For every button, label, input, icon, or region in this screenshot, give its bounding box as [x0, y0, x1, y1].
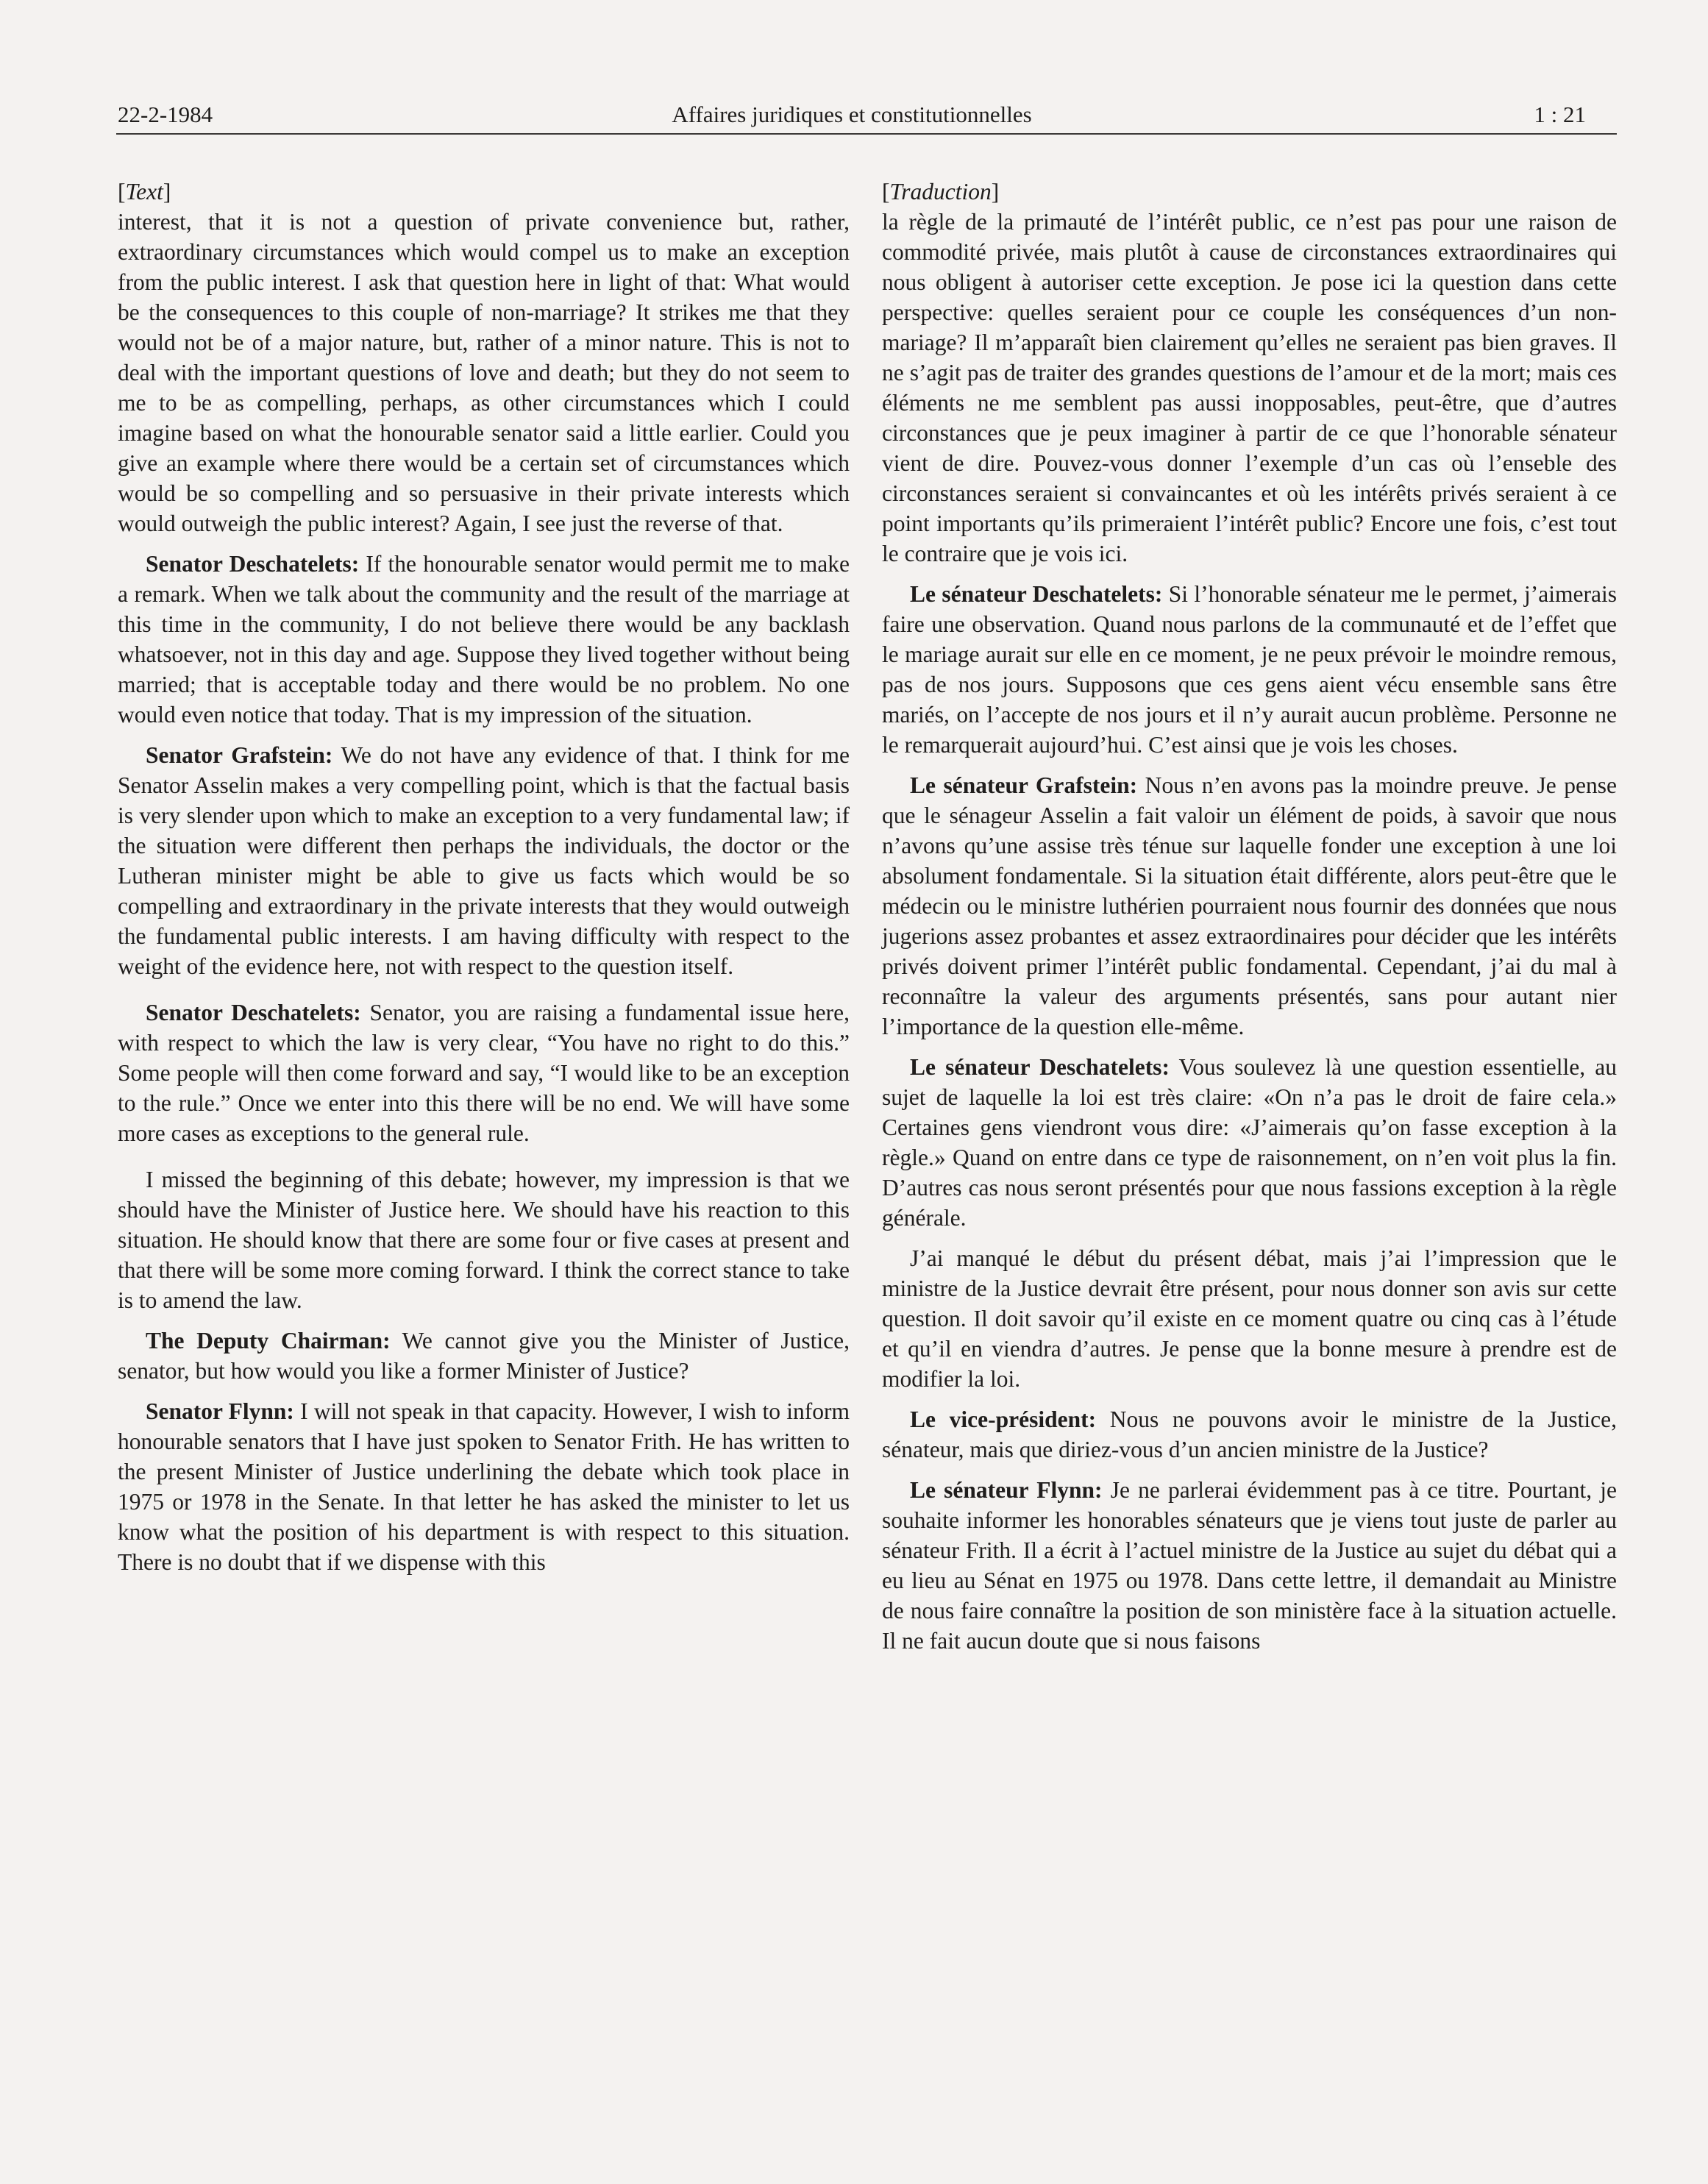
paragraph: [882, 770, 1617, 1042]
paragraph: [118, 1326, 850, 1386]
paragraph: [118, 1396, 850, 1577]
paragraph: [882, 1052, 1617, 1233]
paragraph: [882, 1404, 1617, 1465]
paragraph: [118, 549, 850, 730]
paragraph: [882, 579, 1617, 760]
paragraph-text: Si l’honorable sénateur me le permet, j’aimerais faire une observation. Quand nous parlons de la communauté et de l’effet que le mariage aurait sur elle en ce moment, je ne peux prévoir le moindre remous, pas de nos jours. Supposons que ces gens aient vécu ensemble sans être mariés, on l’accepte de nos jours et il n’y aurait aucun problème. Personne ne le remarquerait aujourd’hui. C’est ainsi que je vois les choses.: [882, 581, 1617, 758]
paragraph-text: Nous ne pouvons avoir le ministre de la Justice, sénateur, mais que diriez-vous d’un ancien ministre de la Justice?: [882, 1406, 1618, 1462]
paragraph-text: J’ai manqué le début du présent débat, mais j’ai l’impression que le ministre de la Justice devrait être présent, pour nous donner son avis sur cette question. Il doit savoir qu’il existe en ce moment quatre ou cinq cas à l’étude et qu’il en viendra d’autres. Je pense que la bonne mesure à prendre est de modifier la loi.: [882, 1245, 1617, 1392]
header-date: 22-2-1984: [118, 102, 213, 127]
paragraph-text: Vous soulevez là une question essentielle, au sujet de laquelle la loi est très claire: «On n’a pas le droit de faire cela.» Certaines gens viendront vous dire: «J’aimerais qu’on fasse exception à la règle.» Quand on entre dans ce type de raisonnement, on n’en voit plus la fin. D’autres cas nous seront présentés pour que nous fassions exception à la règle générale.: [882, 1054, 1617, 1231]
speaker-name: Le vice-président:: [910, 1406, 1097, 1432]
paragraph-text: I will not speak in that capacity. However, I wish to inform honourable senators that I have just spoken to Senator Frith. He has written to the present Minister of Justice underlining the debate which took place in 1975 or 1978 in the Senate. In that letter he has asked the minister to let us know what the position of his department is with respect to this situation. There is no doubt that if we dispense with this: [118, 1398, 850, 1575]
speaker-name: Senator Deschatelets:: [146, 551, 360, 577]
speaker-name: Le sénateur Deschatelets:: [910, 1054, 1170, 1080]
speaker-name: Senator Deschatelets:: [146, 1000, 361, 1025]
english-column: [118, 177, 850, 1587]
paragraph-text: Senator, you are raising a fundamental issue here, with respect to which the law is very clear, “You have no right to do this.” Some people will then come forward and say, “I would like to be an exception to the rule.” Once we enter into this there will be no end. We will have some more cases as exceptions to the general rule.: [118, 1000, 850, 1146]
speaker-name: Senator Grafstein:: [146, 742, 333, 768]
paragraph: [882, 207, 1617, 569]
speaker-name: Le sénateur Flynn:: [910, 1477, 1103, 1503]
paragraph: [118, 207, 850, 538]
paragraph-text: We cannot give you the Minister of Justice, senator, but how would you like a former Minister of Justice?: [118, 1328, 850, 1384]
speaker-name: Le sénateur Grafstein:: [910, 772, 1138, 798]
running-header: [118, 102, 1586, 135]
paragraph-text: Nous n’en avons pas la moindre preuve. Je pense que le sénageur Asselin a fait valoir un élément de poids, à savoir que nous n’avons qu’une assise très ténue sur laquelle fonder une exception à une loi absolument fondamentale. Si la situation était différente, alors peut-être que le médecin ou le ministre luthérien pourraient nous fournir des données que nous jugerions assez probantes et assez extraordinaires pour décider que les intérêts privés doivent primer l’intérêt public fondamental. Cependant, j’ai du mal à reconnaître la valeur des arguments présentés, sans pour autant nier l’importance de la question elle-même.: [882, 772, 1617, 1039]
paragraph: [118, 1164, 850, 1315]
paragraph-text: We do not have any evidence of that. I think for me Senator Asselin makes a very compelling point, which is that the factual basis is very slender upon which to make an exception to a very fundamental law; if the situation were different then perhaps the individuals, the doctor or the Lutheran minister might be able to give us facts which would be so compelling and extraordinary in the private interests that they would outweigh the fundamental public interests. I am having difficulty with respect to the weight of the evidence here, not with respect to the question itself.: [118, 742, 850, 979]
paragraph: [882, 1243, 1617, 1394]
header-rule: [116, 133, 1617, 135]
speaker-name: Senator Flynn:: [146, 1398, 294, 1424]
speaker-name: Le sénateur Deschatelets:: [910, 581, 1163, 607]
french-column: [882, 177, 1617, 1666]
paragraph-text: interest, that it is not a question of private convenience but, rather, extraordinary circumstances which would compel us to make an exception from the public interest. I ask that question here in light of that: What would be the consequences to this couple of non-marriage? It strikes me that they would not be of a major nature, but, rather of a minor nature. This is not to deal with the important questions of love and death; but they do not seem to me to be as compelling, perhaps, as other circumstances which I could imagine based on what the honourable senator said a little earlier. Could you give an example where there would be a certain set of circumstances which would be so compelling and so persuasive in their private interests which would outweigh the public interest? Again, I see just the reverse of that.: [118, 209, 850, 536]
english-column-label: [Text]: [118, 179, 171, 204]
header-title: Affaires juridiques et constitutionnelles: [672, 102, 1032, 127]
speaker-name: The Deputy Chairman:: [146, 1328, 391, 1354]
paragraph-text: Je ne parlerai évidemment pas à ce titre. Pourtant, je souhaite informer les honorables sénateurs que je viens tout juste de parler au sénateur Frith. Il a écrit à l’actuel ministre de la Justice au sujet du débat qui a eu lieu au Sénat en 1975 ou 1978. Dans cette lettre, il demandait au Ministre de nous faire connaître la position de son ministère face à la situation actuelle. Il ne fait aucun doute que si nous faisons: [882, 1477, 1617, 1654]
french-column-label: [Traduction]: [882, 179, 1000, 204]
header-page-number: 1 : 21: [1534, 102, 1586, 127]
paragraph-text: If the honourable senator would permit me to make a remark. When we talk about the community and the result of the marriage at this time in the community, I do not believe there would be any backlash whatsoever, not in this day and age. Suppose they lived together without being married; that is acceptable today and there would be no problem. No one would even notice that today. That is my impression of the situation.: [118, 551, 850, 728]
paragraph: [882, 1475, 1617, 1656]
paragraph-text: I missed the beginning of this debate; however, my impression is that we should have the Minister of Justice here. We should have his reaction to this situation. He should know that there are some four or five cases at present and that there will be some more coming forward. I think the correct stance to take is to amend the law.: [118, 1167, 850, 1313]
paragraph: [118, 997, 850, 1148]
paragraph-text: la règle de la primauté de l’intérêt public, ce n’est pas pour une raison de commodité privée, mais plutôt à cause de circonstances extraordinaires qui nous obligent à autoriser cette exception. Je pose ici la question dans cette perspective: quelles seraient pour ce couple les conséquences d’un non-mariage? Il m’apparaît bien clairement qu’elles ne seraient pas bien graves. Il ne s’agit pas de traiter des grandes questions de l’amour et de la mort; mais ces éléments ne me semblent pas aussi inopposables, peut-être, que d’autres circonstances que je peux imaginer à partir de ce que l’honorable sénateur vient de dire. Pouvez-vous donner l’exemple d’un cas où l’enseble des circonstances seraient si convaincantes et où les intérêts privés seraient à ce point importants qu’ils primeraient l’intérêt public? Encore une fois, c’est tout le contraire que je vois ici.: [882, 209, 1617, 566]
paragraph: [118, 740, 850, 981]
